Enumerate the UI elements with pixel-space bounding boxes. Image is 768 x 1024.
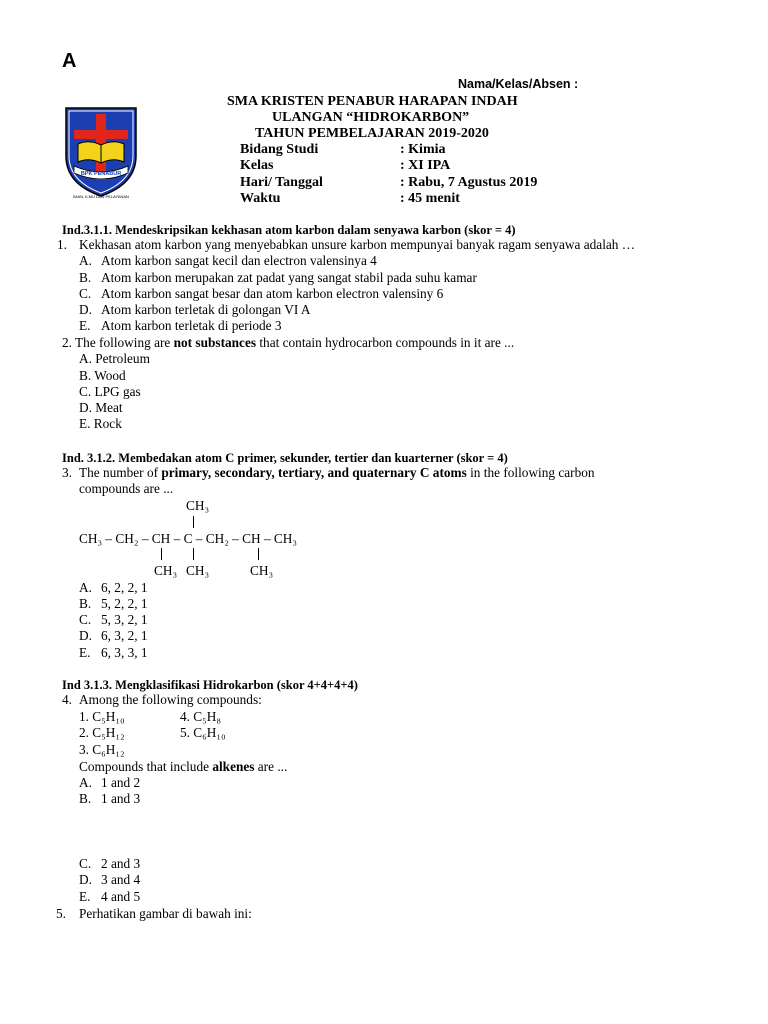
- formula-main-chain: CH₃ – CH₂ – CH – C – CH₂ – CH – CH₃: [79, 531, 298, 546]
- school-logo: [62, 104, 140, 200]
- info-value-time: : 45 menit: [400, 191, 460, 206]
- question-1-text: Kekhasan atom karbon yang menyebabkan unsure karbon mempunyai banyak ragam senyawa adalah …: [79, 237, 636, 252]
- question-2-option-a: A. Petroleum: [79, 351, 150, 366]
- question-4-number: 4.: [62, 692, 72, 707]
- logo-banner-text: BPK PENABUR: [80, 171, 122, 177]
- info-key-date: Hari/ Tanggal: [240, 175, 323, 190]
- formula-branch-2: CH₃: [186, 563, 210, 578]
- section-heading-1: Ind.3.1.1. Mendeskripsikan kekhasan atom karbon dalam senyawa karbon (skor = 4): [62, 223, 516, 237]
- question-2-text: 2. The following are not substances that contain hydrocarbon compounds in it are ...: [62, 335, 515, 350]
- info-value-date: : Rabu, 7 Agustus 2019: [400, 175, 538, 190]
- question-2-option-d: D. Meat: [79, 400, 123, 415]
- question-3-text: The number of primary, secondary, tertiary, and quaternary C atoms in the following carbon: [79, 465, 595, 480]
- formula-branch-3: CH₃: [250, 563, 274, 578]
- question-3-text-line2: compounds are ...: [79, 481, 174, 496]
- school-name: SMA KRISTEN PENABUR HARAPAN INDAH: [227, 94, 518, 109]
- compound-3: 3. C₆H₁₂: [79, 742, 125, 757]
- info-value-class: : XI IPA: [400, 158, 451, 173]
- compound-5: 5. C₆H₁₀: [180, 725, 226, 740]
- formula-bond-1: [161, 548, 162, 560]
- academic-year: TAHUN PEMBELAJARAN 2019-2020: [255, 126, 489, 141]
- formula-branch-top: CH₃: [186, 498, 210, 513]
- info-key-subject: Bidang Studi: [240, 142, 319, 157]
- info-key-time: Waktu: [240, 191, 281, 206]
- question-2-option-e: E. Rock: [79, 416, 122, 431]
- formula-branch-1: CH₃: [154, 563, 178, 578]
- formula-bond-2: [193, 548, 194, 560]
- question-5-text: Perhatikan gambar di bawah ini:: [79, 906, 252, 921]
- info-value-subject: : Kimia: [400, 142, 446, 157]
- section-heading-3: Ind 3.1.3. Mengklasifikasi Hidrokarbon (skor 4+4+4+4): [62, 678, 358, 692]
- compound-1: 1. C₅H₁₀: [79, 709, 125, 724]
- logo-motto-text: IMAN, ILMU DAN PELAYANAN: [73, 194, 129, 199]
- exam-title: ULANGAN “HIDROKARBON”: [272, 110, 470, 125]
- version-letter: A: [62, 50, 77, 72]
- info-key-class: Kelas: [240, 158, 274, 173]
- question-4-prompt: Compounds that include alkenes are ...: [79, 759, 288, 774]
- bpk-penabur-crest-icon: [62, 104, 140, 200]
- name-class-number-field: Nama/Kelas/Absen :: [458, 77, 579, 91]
- formula-bond-3: [258, 548, 259, 560]
- formula-bond-top: [193, 516, 194, 528]
- section-heading-2: Ind. 3.1.2. Membedakan atom C primer, sekunder, tertier dan kuarterner (skor = 4): [62, 451, 508, 465]
- question-2-option-c: C. LPG gas: [79, 384, 141, 399]
- question-5-number: 5.: [56, 906, 66, 921]
- question-2-option-b: B. Wood: [79, 368, 126, 383]
- question-3-number: 3.: [62, 465, 72, 480]
- question-4-text: Among the following compounds:: [79, 692, 262, 707]
- compound-4: 4. C₅H₈: [180, 709, 222, 724]
- compound-2: 2. C₅H₁₂: [79, 725, 125, 740]
- question-1-number: 1.: [57, 237, 67, 252]
